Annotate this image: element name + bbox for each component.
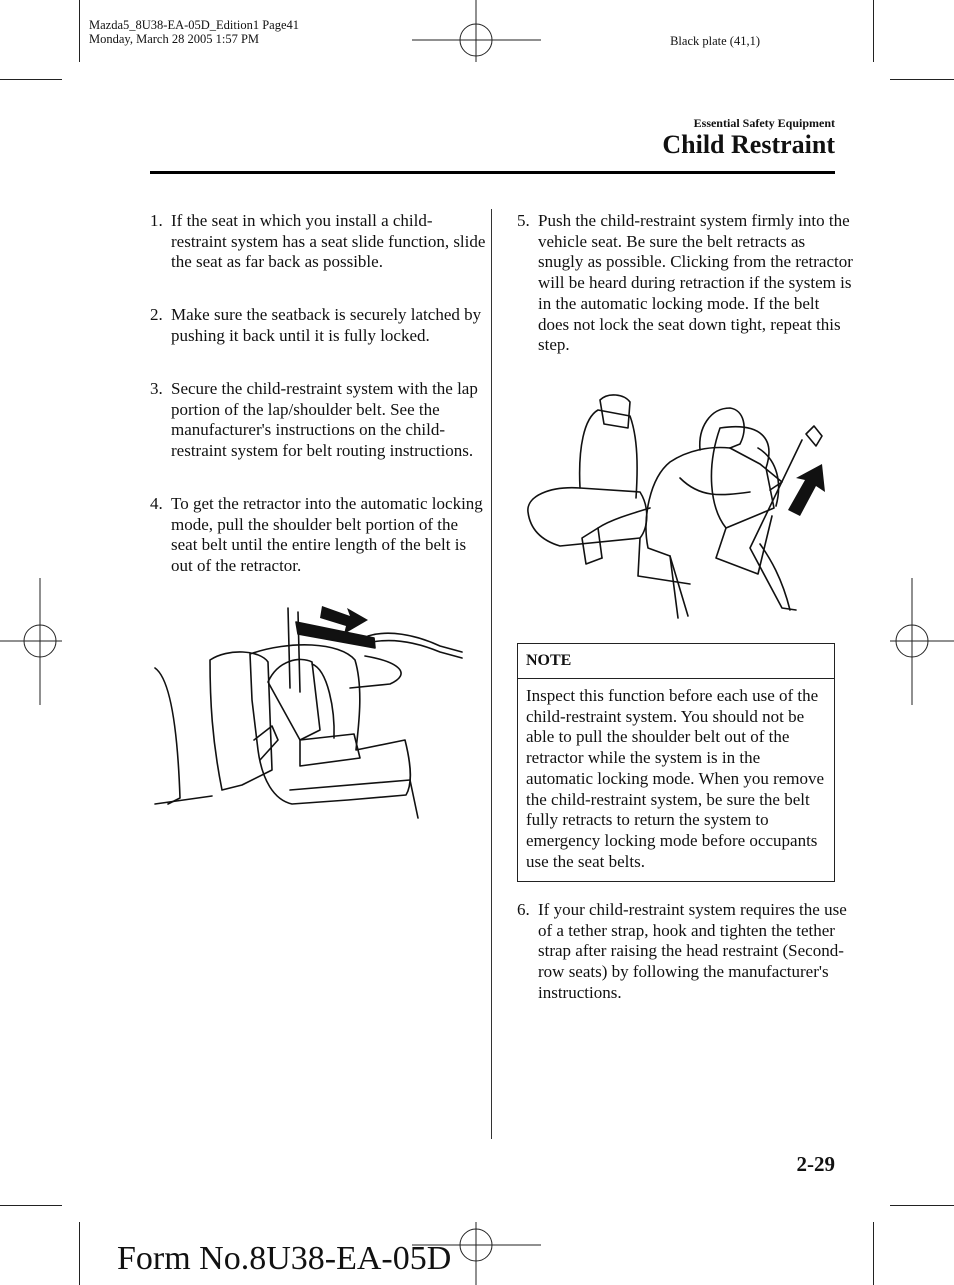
note-box <box>517 643 835 882</box>
page-number: 2-29 <box>796 1152 835 1176</box>
print-info-line2: Monday, March 28 2005 1:57 PM <box>89 32 260 46</box>
note-heading: NOTE <box>518 644 834 679</box>
list-item <box>517 900 853 1004</box>
belt-pull-illustration <box>150 590 470 820</box>
list-item-text: If your child-restraint system requires the use of a tether strap, hook and tighten the tether strap after raising the head restraint (Second-row seats) by following the manufacturer's instructions. <box>538 900 847 1002</box>
list-item <box>150 494 486 577</box>
list-item-number: 4. <box>150 494 163 513</box>
form-number: Form No.8U38-EA-05D <box>117 1240 452 1277</box>
list-item-number: 1. <box>150 211 163 230</box>
section-label: Essential Safety Equipment <box>693 116 835 130</box>
list-item-number: 5. <box>517 211 530 230</box>
note-body: Inspect this function before each use of the child-restraint system. You should not be able to pull the shoulder belt out of the retractor while the system is in the automatic locking mode. When you remove the child-restraint system, be sure the belt fully retracts to return the system to emergency locking mode before occupants use the seat belts. <box>526 686 825 871</box>
title-rule <box>150 171 835 174</box>
push-restraint-illustration <box>520 388 835 623</box>
print-info <box>89 18 299 46</box>
page-title: Child Restraint <box>662 130 835 159</box>
print-info-line1: Mazda5_8U38-EA-05D_Edition1 Page41 <box>89 18 300 32</box>
list-item-text: To get the retractor into the automatic locking mode, pull the shoulder belt portion of the seat belt until the entire length of the belt is out of the retractor. <box>171 494 483 576</box>
list-item <box>150 211 486 273</box>
list-item-number: 3. <box>150 379 163 398</box>
list-item-number: 2. <box>150 305 163 324</box>
list-item-number: 6. <box>517 900 530 919</box>
list-item <box>150 305 486 346</box>
column-divider <box>491 209 492 1139</box>
list-item-text: Make sure the seatback is securely latched by pushing it back until it is fully locked. <box>171 305 482 345</box>
list-item-text: Push the child-restraint system firmly into the vehicle seat. Be sure the belt retracts as snugly as possible. Clicking from the retractor will be heard during retraction if the system is in the automatic locking mode. If the belt does not lock the seat down tight, repeat this step. <box>538 211 853 355</box>
list-item <box>150 379 486 462</box>
list-item-text: If the seat in which you install a child-restraint system has a seat slide function, slide the seat as far back as possible. <box>171 211 486 272</box>
plate-label: Black plate (41,1) <box>670 34 760 48</box>
list-item <box>517 211 853 356</box>
list-item-text: Secure the child-restraint system with the lap portion of the lap/shoulder belt. See the manufacturer's instructions on the child-restraint system for belt routing instructions. <box>171 379 478 461</box>
